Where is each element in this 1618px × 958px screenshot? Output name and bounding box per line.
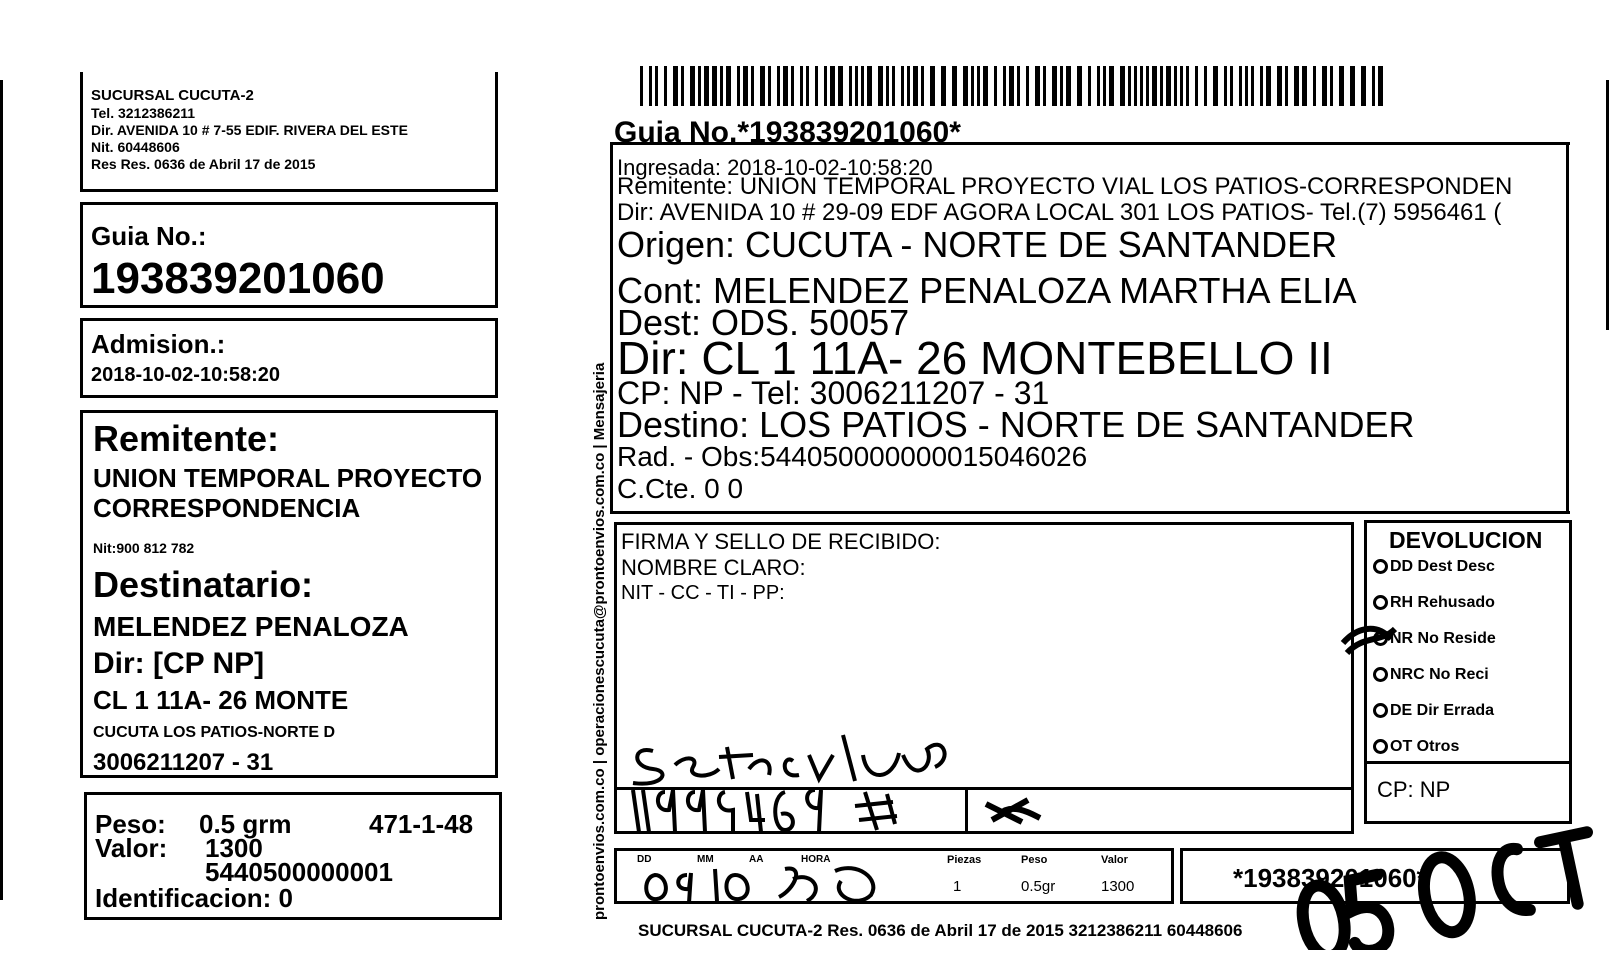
barcode-bar [1003,66,1006,106]
recipient-label: Destinatario: [93,564,314,605]
value-label: Valor: [95,833,168,863]
remitente: Remitente: UNION TEMPORAL PROYECTO VIAL LOS PATIOS-CORRESPONDEN [617,173,1513,200]
barcode-bar [1350,66,1355,106]
barcode-bar [907,66,910,106]
left-edge-line [0,80,3,900]
barcode-bar [1035,66,1040,106]
barcode-bar [737,66,740,106]
name-label: NOMBRE CLARO: [621,555,806,580]
radio-circle-icon [1373,595,1388,610]
barcode-bar [1378,66,1383,106]
barcode-bar [1204,66,1207,106]
barcode-bar [1330,66,1333,106]
barcode-bar [1174,66,1177,106]
destination-code: Dest: ODS. 50057 [617,302,910,343]
route-code: 471-1-48 [369,809,474,839]
recipient-name: MELENDEZ PENALOZA [93,611,409,642]
barcode-bar [1060,66,1063,106]
barcode-bar [712,66,717,106]
admission-date: 2018-10-02-10:58:20 [91,364,281,386]
cp-tel: CP: NP - Tel: 3006211207 - 31 [617,375,1050,411]
barcode-bar [815,66,818,106]
barcode-bar [743,66,748,106]
side-contact-text: prontoenvios.com.co | operacionescucuta@prontoenvios.com.co | Mensajeria [591,362,608,920]
barcode-bar [963,66,968,106]
barcode-bar [1134,66,1137,106]
barcode-bar [983,66,988,106]
barcode-bar [640,66,643,106]
barcode-bar [720,66,723,106]
barcode-bar [1277,66,1282,106]
id-type-label: NIT - CC - TI - PP: [621,582,785,604]
details-box-right-edge [1566,142,1569,514]
recipient-phone: 3006211207 - 31 [93,749,274,776]
weight-label: Peso: [95,809,166,839]
return-reason-label: NRC No Reci [1390,666,1489,683]
handwritten-id-number [625,780,955,836]
barcode-bar [791,66,794,106]
return-reason-rh[interactable] [1373,595,1495,611]
barcode-bar [1066,66,1071,106]
radio-circle-icon [1373,667,1388,682]
barcode-bar [1361,66,1366,106]
guide-number: 193839201060 [91,254,385,303]
return-reason-nrc[interactable] [1373,667,1489,683]
return-reasons-box [1364,520,1572,824]
barcode-bar [1302,66,1307,106]
barcode-bar [849,66,852,106]
barcode-bar [664,66,667,106]
barcode-bar [892,66,895,106]
pieces-header: Piezas [947,854,982,866]
branch-info-box [80,72,498,192]
signature-label: FIRMA Y SELLO DE RECIBIDO: [621,529,941,554]
barcode-bar [1146,66,1149,106]
barcode-bar [1103,66,1106,106]
return-reason-label: RH Rehusado [1390,594,1495,611]
weight-value: 0.5 grm [199,809,292,839]
barcode-bar [971,66,974,106]
barcode-bar [1043,66,1046,106]
sender-address: Dir: AVENIDA 10 # 29-09 EDF AGORA LOCAL 301 LOS PATIOS- Tel.(7) 5956461 ( [617,199,1502,226]
rad-obs: Rad. - Obs:544050000000015046026 [617,441,1088,472]
barcode-bar [704,66,709,106]
handwritten-date [635,845,895,905]
barcode-bar [698,66,701,106]
barcode-bar [800,66,803,106]
barcode-bar [977,66,980,106]
pieces-value: 1 [953,878,962,895]
recipient-address: CL 1 11A- 26 MONTE [93,685,349,715]
barcode-bar [681,66,684,106]
identification: Identificacion: 0 [95,883,293,913]
barcode-bar [1230,66,1233,106]
barcode-bar [1097,66,1100,106]
barcode-bar [838,66,843,106]
value-header: Valor [1101,854,1128,866]
barcode-bar [1294,66,1299,106]
branch-dir: Dir. AVENIDA 10 # 7-55 EDIF. RIVERA DEL ESTE [91,122,408,138]
barcode-bar [1195,66,1198,106]
barcode-bar [1213,66,1218,106]
barcode-bar [751,66,754,106]
right-edge-line [1606,80,1609,330]
guide-number-box [80,202,498,308]
package-info-box [84,792,502,920]
radio-circle-icon [1373,739,1388,754]
current-account: C.Cte. 0 0 [617,473,744,504]
barcode-bar [1322,66,1327,106]
barcode-bar [1166,66,1171,106]
barcode-bar [930,66,935,106]
barcode-bar [1152,66,1157,106]
destino: Destino: LOS PATIOS - NORTE DE SANTANDER [617,404,1415,445]
barcode-bar [1372,66,1375,106]
sender-line-2: CORRESPONDENCIA [93,493,361,523]
barcode [640,66,1385,106]
cp-divider [1367,761,1569,764]
branch-nit: Nit. 60448606 [91,139,180,155]
footer-text: SUCURSAL CUCUTA-2 Res. 0636 de Abril 17 de 2015 3212386211 60448606 [638,921,1243,940]
barcode-bar [1285,66,1288,106]
barcode-bar [886,66,889,106]
barcode-bar [690,66,695,106]
barcode-bar [1160,66,1163,106]
barcode-bar [1009,66,1014,106]
sender-label: Remitente: [93,418,280,459]
date-month-header: MM [697,854,714,865]
admission-label: Admision.: [91,329,226,359]
barcode-bar [1052,66,1057,106]
sender-line-1: UNION TEMPORAL PROYECTO [93,463,483,493]
barcode-bar [867,66,872,106]
barcode-bar [768,66,771,106]
barcode-bar [1245,66,1248,106]
barcode-bar [777,66,780,106]
branch-res: Res Res. 0636 de Abril 17 de 2015 [91,156,316,172]
contact: Cont: MELENDEZ PENALOZA MARTHA ELIA [617,270,1357,311]
barcode-bar [1128,66,1131,106]
return-reason-de[interactable] [1373,703,1494,719]
barcode-bar [1140,66,1143,106]
radio-circle-icon [1373,559,1388,574]
handwritten-check-mark [1337,613,1407,663]
barcode-bar [855,66,858,106]
guide-label: Guia No.: [91,221,207,251]
barcode-bar [952,66,957,106]
barcode-bar [830,66,835,106]
barcode-bar [1109,66,1114,106]
barcode-bar [921,66,924,106]
return-title: DEVOLUCION [1389,527,1543,553]
value-amount: 1300 [205,833,263,863]
barcode-bar [1180,66,1183,106]
barcode-bar [1239,66,1242,106]
barcode-bar [783,66,788,106]
delivery-info-box [614,848,1174,904]
sender-nit: Nit:900 812 782 [93,540,195,556]
admission-box [80,318,498,398]
return-reason-label: NR No Reside [1390,630,1496,647]
barcode-bar [824,66,827,106]
barcode-bar [1313,66,1316,106]
return-reason-label: DE Dir Errada [1390,702,1495,719]
handwritten-signature [623,695,983,791]
date-stamp [1290,810,1618,950]
return-reason-label: DD Dest Desc [1390,558,1495,575]
barcode-bar [901,66,904,106]
weight-header: Peso [1021,854,1048,866]
shipment-details-box [610,142,1570,514]
sender-recipient-box [80,410,498,778]
barcode-bar [806,66,809,106]
handwritten-id-cell [614,790,968,834]
barcode-bar [1260,66,1263,106]
date-year-header: AA [749,854,764,865]
barcode-bar [1017,66,1020,106]
barcode-bar [1120,66,1125,106]
origen: Origen: CUCUTA - NORTE DE SANTANDER [617,224,1338,265]
time-header: HORA [801,854,831,865]
date-day-header: DD [637,854,652,865]
barcode-bar [941,66,946,106]
guide-title: Guia No.*193839201060* [614,116,961,149]
barcode-bar [760,66,765,106]
barcode-bar [878,66,883,106]
recipient-dir-label: Dir: [CP NP] [93,647,265,680]
barcode-bar [913,66,918,106]
ingresada: Ingresada: 2018-10-02-10:58:20 [617,155,933,180]
branch-name: SUCURSAL CUCUTA-2 [91,87,254,104]
barcode-bar [1339,66,1344,106]
barcode-bar [1026,66,1029,106]
postal-code: CP: NP [1377,777,1451,802]
barcode-bar [861,66,864,106]
barcode-bar [1186,66,1189,106]
recipient-city: CUCUTA LOS PATIOS-NORTE D [93,724,336,741]
barcode-bar [649,66,652,106]
barcode-bar [726,66,731,106]
branch-tel: Tel. 3212386211 [91,105,196,121]
barcode-bar [655,66,658,106]
scribble-mark [982,794,1052,828]
return-reason-dd[interactable] [1373,559,1495,575]
radio-circle-icon [1373,703,1388,718]
return-reason-label: OT Otros [1390,738,1460,755]
destination-address: Dir: CL 1 11A- 26 MONTEBELLO II [617,332,1333,384]
barcode-bar [1251,66,1254,106]
barcode-bar [1224,66,1227,106]
weight-cell-value: 0.5gr [1021,878,1056,895]
barcode-bar [673,66,678,106]
return-reason-ot[interactable] [1373,739,1459,755]
barcode-bar [1266,66,1271,106]
barcode-bar [1077,66,1082,106]
reference-number: 5440500000001 [205,857,393,887]
barcode-bar [994,66,997,106]
signature-box [614,522,1354,790]
guide-number-small: *193839201060* [1233,863,1427,893]
barcode-bar [1088,66,1091,106]
value-cell-amount: 1300 [1101,878,1135,895]
